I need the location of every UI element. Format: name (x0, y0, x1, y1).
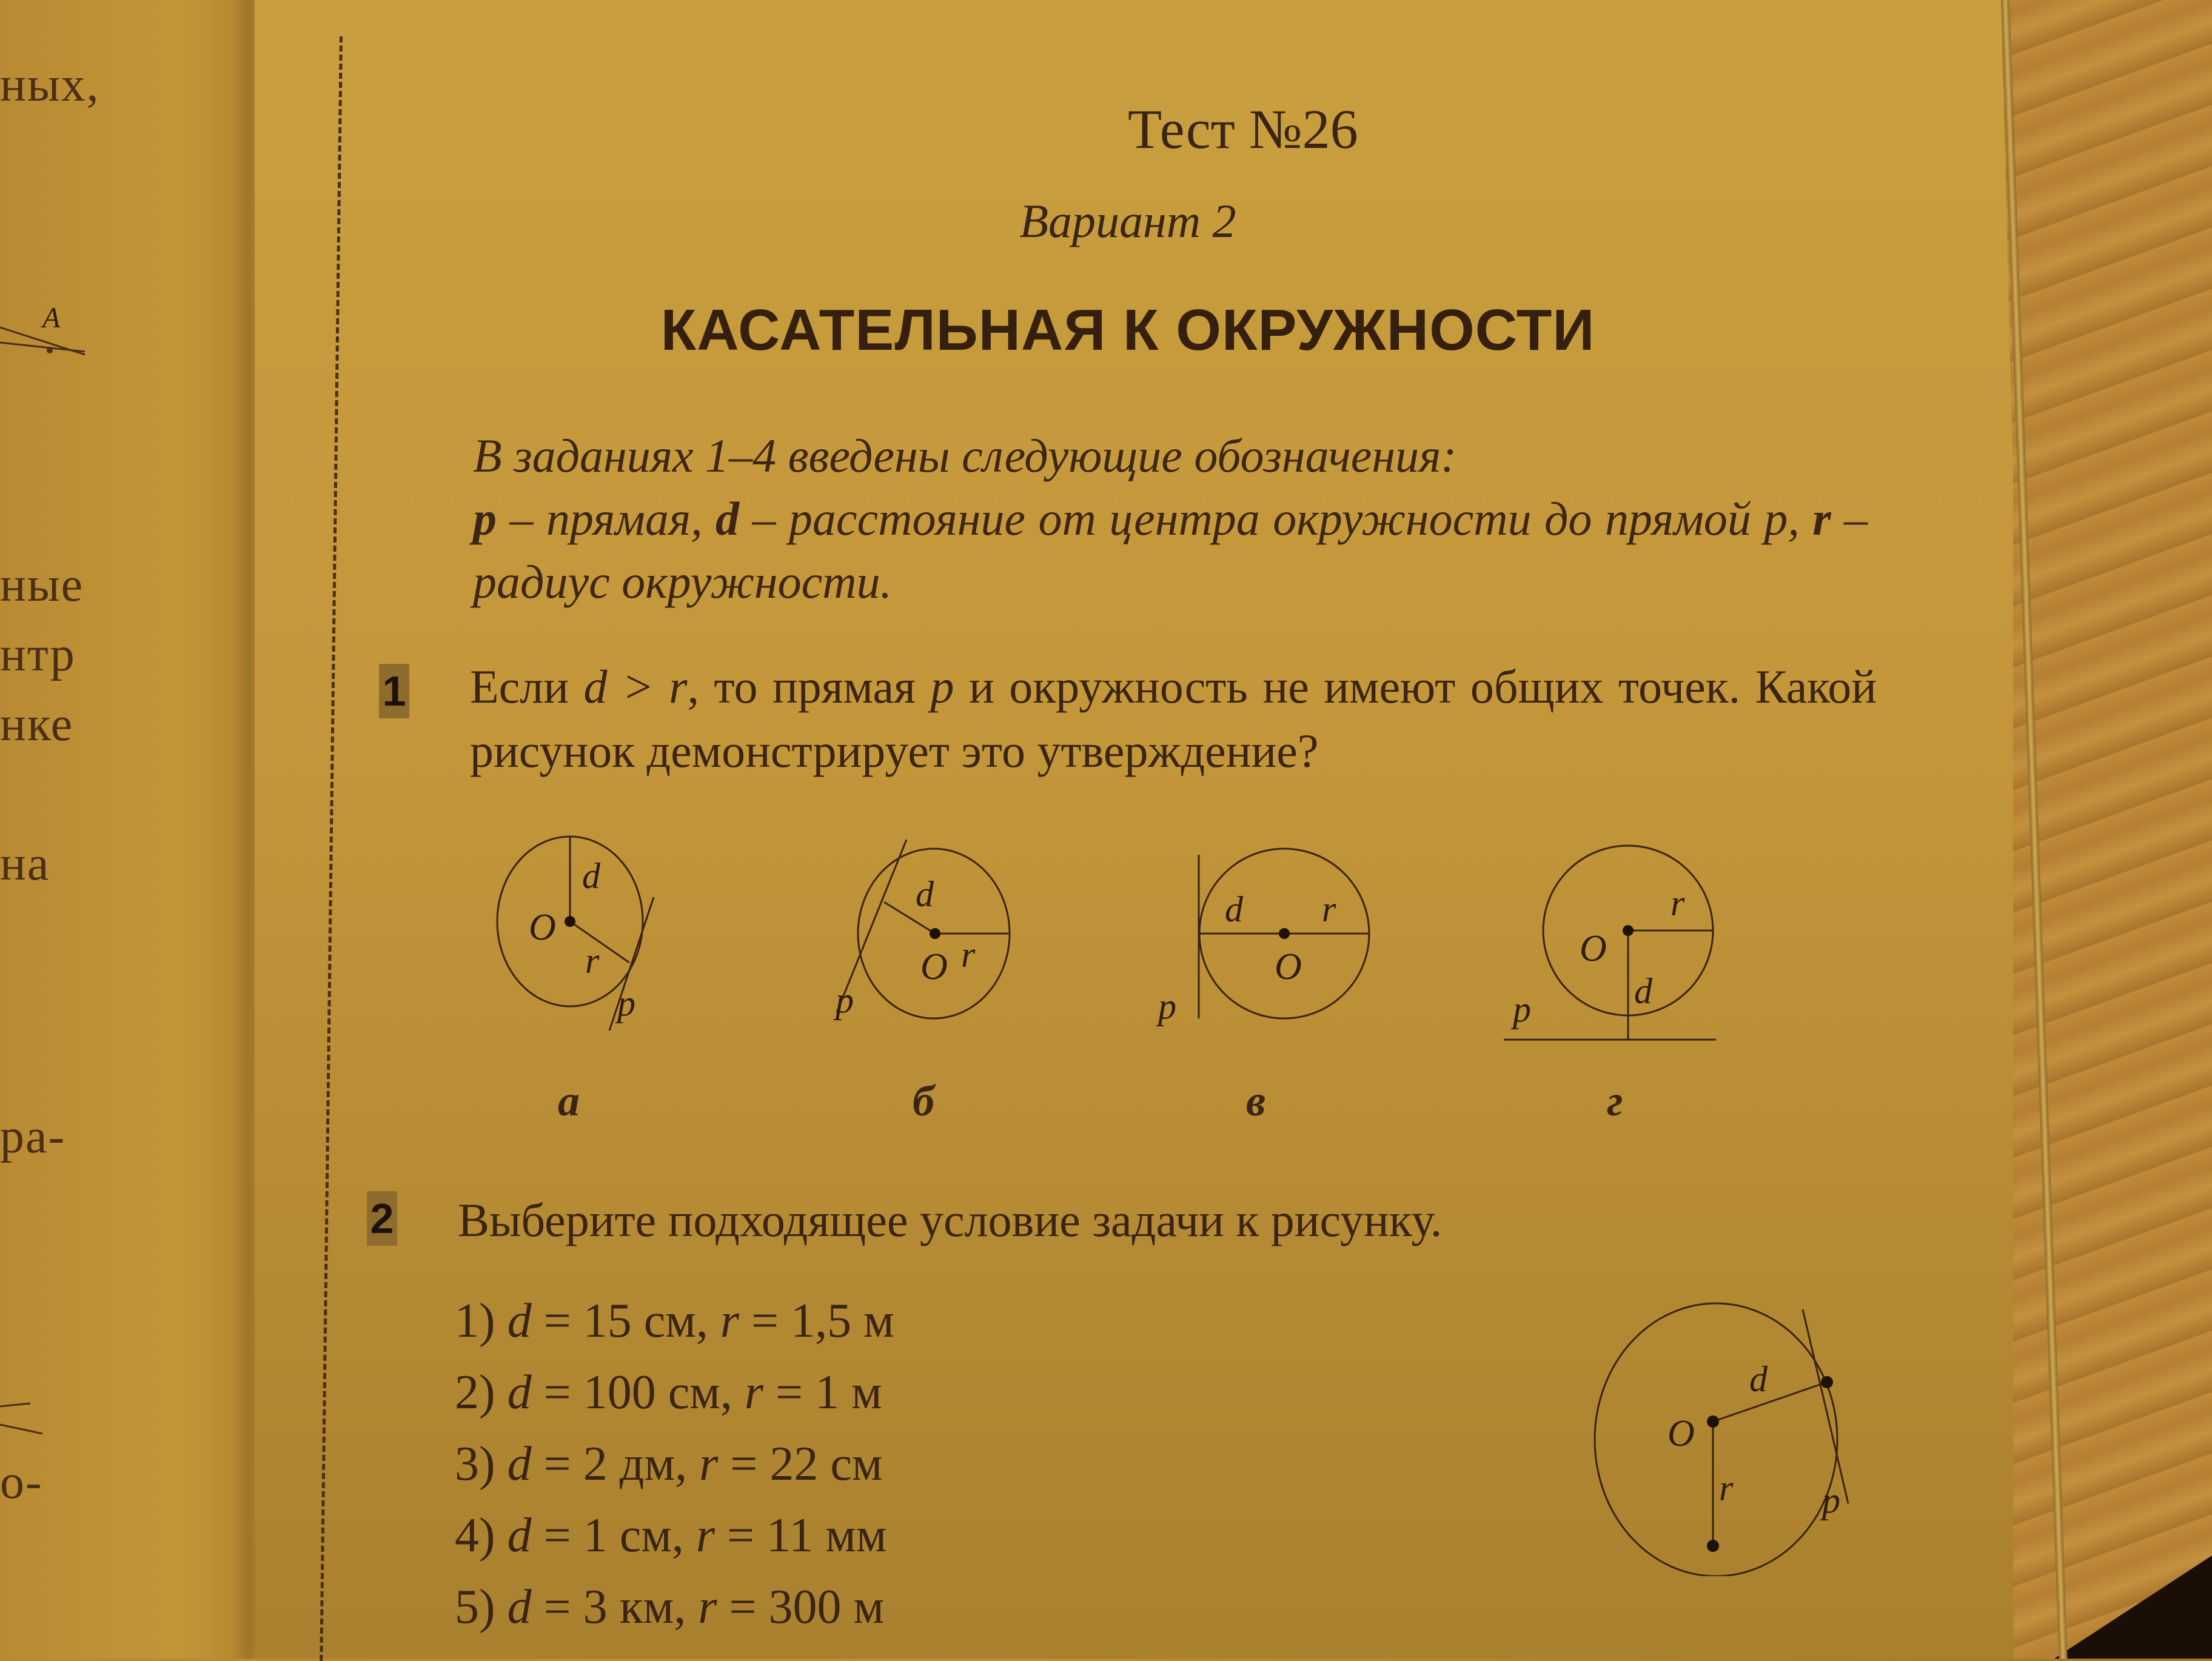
svg-text:r: r (961, 935, 976, 975)
left-page-fragment: о- (0, 1455, 43, 1509)
intro-notation (473, 424, 1868, 613)
svg-text:d: d (1634, 971, 1652, 1011)
intro-definitions (473, 487, 1868, 613)
svg-text:d: d (1225, 889, 1243, 929)
left-page-figure (0, 291, 97, 364)
left-page-fragment: ные (0, 558, 84, 612)
task-text: Если (470, 660, 584, 713)
svg-text:A: A (42, 302, 61, 334)
left-page-fragment: ных, (0, 58, 100, 112)
task-2-figure (1564, 1285, 1892, 1576)
left-page-figure-2 (0, 1091, 61, 1455)
task-text: , то прямая (687, 660, 931, 713)
option-3[interactable]: 3) d = 2 дм, r = 22 см (455, 1437, 883, 1491)
left-page-fragment: нтр (0, 628, 76, 681)
left-page-fragment: ра- (0, 1110, 66, 1163)
figure-g (1498, 843, 1728, 1049)
svg-text:p: p (1513, 989, 1531, 1029)
r-description: – радиус окружности. (473, 492, 1868, 608)
task-2-text: Выберите подходящее условие задачи к рисунку. (458, 1194, 1443, 1246)
option-2[interactable]: 2) d = 100 см, r = 1 м (455, 1366, 882, 1419)
svg-text:O: O (1667, 1413, 1695, 1454)
variant-label: Вариант 2 (1019, 195, 1236, 247)
svg-text:O: O (1580, 928, 1607, 969)
d-description: – расстояние от центра окружности до прямой p, (739, 492, 1813, 545)
svg-text:r: r (1322, 889, 1336, 929)
svg-text:p: p (1158, 986, 1176, 1026)
symbol-r: r (1812, 492, 1831, 545)
svg-text:p: p (1822, 1480, 1840, 1520)
svg-text:d: d (1749, 1359, 1768, 1399)
section-title: КАСАТЕЛЬНАЯ К ОКРУЖНОСТИ (660, 298, 1595, 363)
svg-text:r: r (1671, 883, 1685, 923)
symbol-d: d (716, 492, 740, 545)
task-number-badge: 2 (367, 1191, 397, 1246)
svg-text:d: d (916, 874, 934, 914)
option-5[interactable]: 5) d = 3 км, r = 300 м (455, 1580, 885, 1634)
left-page-fragment: на (0, 837, 50, 891)
option-1[interactable]: 1) d = 15 см, r = 1,5 м (455, 1294, 894, 1348)
svg-text:r: r (585, 941, 600, 981)
figure-v (1140, 843, 1395, 1037)
option-4[interactable]: 4) d = 1 см, r = 11 мм (455, 1509, 887, 1562)
svg-text:O: O (920, 946, 948, 988)
svg-text:O: O (1275, 946, 1302, 988)
svg-text:d: d (582, 856, 600, 896)
symbol-p: p (930, 660, 954, 713)
condition: d > r (583, 660, 688, 713)
figure-label-b: б (913, 1077, 934, 1125)
task-text: и окружность не имеют общих точек. Какой рисунок демонстрирует это утверждение? (470, 660, 1877, 777)
svg-text:r: r (1719, 1468, 1734, 1508)
figure-label-g: г (1607, 1077, 1623, 1125)
left-page (0, 0, 255, 1659)
svg-text:O: O (529, 907, 556, 948)
intro-line: В заданиях 1–4 введены следующие обозначения: (473, 429, 1457, 482)
left-page-fragment: нке (0, 698, 74, 751)
svg-text:p: p (617, 983, 635, 1023)
task-number-badge: 1 (379, 664, 409, 718)
figure-label-v: в (1246, 1077, 1266, 1125)
answer-options (455, 1285, 894, 1643)
figure-b (800, 830, 1055, 1037)
wooden-table (1995, 0, 2212, 1659)
symbol-p: p (473, 492, 497, 545)
figure-a (473, 830, 703, 1037)
task-1-text (470, 655, 1877, 783)
p-description: – прямая, (497, 492, 716, 545)
figure-label-a: а (558, 1077, 580, 1125)
svg-text:p: p (836, 980, 854, 1020)
